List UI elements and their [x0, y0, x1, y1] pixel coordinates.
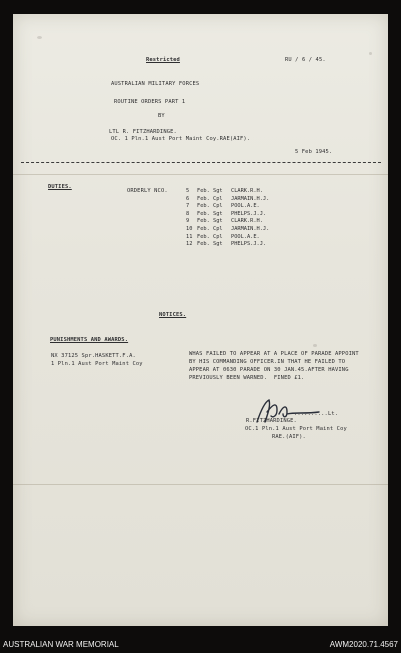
duty-month: Feb.	[197, 218, 210, 225]
duty-rank: Cpl	[213, 226, 223, 232]
duty-month: Feb.	[197, 241, 210, 248]
duty-month: Feb.	[197, 195, 210, 202]
duty-rank: Sgt	[213, 188, 223, 194]
duty-name: PHELPS.J.J.	[231, 210, 267, 217]
signature-dots: ..........Lt.	[294, 411, 339, 417]
reference-number: RU / 6 / 45.	[285, 57, 326, 63]
duty-day: 11	[186, 233, 193, 240]
charge-line: APPEAR AT 0630 PARADE ON 30 JAN.45.AFTER HAVING	[189, 367, 349, 373]
signatory-corps: RAE.(AIF).	[272, 434, 306, 440]
duties-label: ORDERLY NCO.	[127, 188, 168, 194]
charge-line: PREVIOUSLY BEEN WARNED. FINED £1.	[189, 375, 305, 381]
charge-line: WHAS FAILED TO APPEAR AT A PLACE OF PARADE APPOINT	[189, 351, 359, 357]
duty-month: Feb.	[197, 210, 210, 217]
ink-smudge	[369, 52, 372, 55]
duty-month: Feb.	[197, 233, 210, 240]
document-page	[13, 14, 388, 626]
duty-day: 12	[186, 241, 193, 248]
order-date: 5 Feb 1945.	[295, 149, 333, 155]
soldier-unit: 1 Pln.1 Aust Port Maint Coy	[51, 361, 143, 367]
duty-name: JARMAIN.H.J.	[231, 195, 270, 202]
duty-day: 7	[186, 203, 190, 210]
ink-smudge	[37, 36, 42, 39]
signatory-unit: OC.1 Pln.1 Aust Port Maint Coy	[245, 426, 347, 432]
notices-heading: NOTICES.	[159, 312, 187, 318]
orders-title: ROUTINE ORDERS PART 1	[114, 99, 186, 105]
duties-heading: DUTIES.	[48, 184, 72, 190]
duty-name: JARMAIN.H.J.	[231, 226, 270, 232]
duty-day: 5	[186, 188, 190, 194]
duty-rank: Sgt	[213, 218, 223, 225]
duty-rank: Cpl	[213, 233, 223, 240]
duty-day: 6	[186, 195, 190, 202]
charge-line: BY HIS COMMANDING OFFICER.IN THAT HE FAILED TO	[189, 359, 346, 365]
force-title: AUSTRALIAN MILITARY FORCES	[111, 81, 200, 87]
signatory-name: R.FITZHARDINGE.	[246, 418, 297, 424]
officer-name: LTL R. FITZHARDINGE.	[109, 129, 177, 135]
duty-rank: Sgt	[213, 210, 223, 217]
duty-name: PHELPS.J.J.	[231, 241, 267, 248]
footer-source: AUSTRALIAN WAR MEMORIAL	[3, 640, 119, 649]
soldier-id: NX 37125 Spr.HASKETT.F.A.	[51, 353, 136, 359]
duty-rank: Sgt	[213, 241, 223, 248]
duty-day: 9	[186, 218, 190, 225]
duty-day: 8	[186, 210, 190, 217]
duty-rank: Cpl	[213, 203, 223, 210]
restricted-label: Restricted	[146, 57, 180, 63]
by-line: BY	[158, 113, 165, 119]
duty-month: Feb.	[197, 226, 210, 232]
duty-rank: Cpl	[213, 195, 223, 202]
duty-month: Feb.	[197, 203, 210, 210]
command-line: OC. 1 Pln.1 Aust Port Maint Coy.RAE(AIF).	[111, 136, 251, 142]
section-divider	[21, 162, 381, 163]
duty-name: POOL.A.E.	[231, 203, 260, 210]
duty-name: POOL.A.E.	[231, 233, 260, 240]
duty-day: 10	[186, 226, 193, 232]
fold-line	[13, 484, 388, 485]
punishments-heading: PUNISHMENTS AND AWARDS.	[50, 337, 129, 343]
footer-accession: AWM2020.71.4567	[329, 640, 398, 649]
duty-name: CLARK.R.H.	[231, 188, 263, 194]
duty-name: CLARK.R.H.	[231, 218, 263, 225]
fold-line	[13, 174, 388, 175]
duty-month: Feb.	[197, 188, 210, 194]
ink-smudge	[313, 344, 317, 347]
